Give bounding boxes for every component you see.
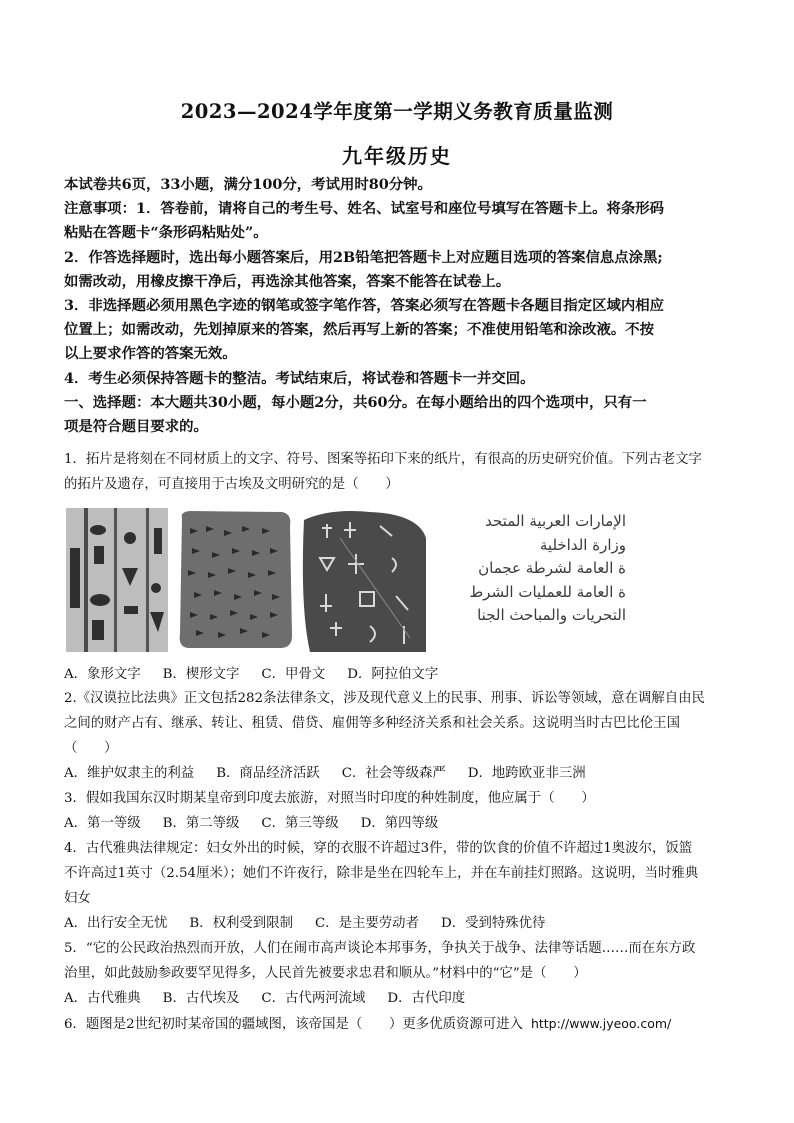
option-a: A．象形文字 xyxy=(64,667,141,682)
option-a: A．第一等级 xyxy=(64,816,141,831)
question-1-options xyxy=(64,662,740,687)
option-a: A．古代雅典 xyxy=(64,991,141,1006)
question-2 xyxy=(64,686,740,786)
question-5 xyxy=(64,936,740,1011)
option-d: D．受到特殊优待 xyxy=(440,916,546,931)
question-3 xyxy=(64,786,740,836)
option-d: D．地跨欧亚非三洲 xyxy=(467,766,586,781)
question-6 xyxy=(64,1011,740,1037)
intro-line: 2．作答选择题时，选出每小题答案后，用2B铅笔把答题卡上对应题目选项的答案信息点涂黑; xyxy=(64,248,663,266)
option-b: B．商品经济活跃 xyxy=(216,766,320,781)
intro-line: 本试卷共6页，33小题，满分100分，考试用时80分钟。 xyxy=(64,176,432,193)
intro-line: 位置上；如需改动，先划掉原来的答案，然后再写上新的答案；不准使用铅笔和涂改液。不按 xyxy=(64,321,655,339)
intro-line: 如需改动，用橡皮擦干净后，再选涂其他答案，答案不能答在试卷上。 xyxy=(64,272,511,290)
option-c: C．甲骨文 xyxy=(261,667,326,682)
instructions xyxy=(64,173,740,439)
rubbing-images xyxy=(66,508,626,652)
option-b: B．第二等级 xyxy=(162,816,240,831)
question-text: 5．“它的公民政治热烈而开放，人们在闹市高声谈论本邦事务，争执关于战争、法律等话题……而在东方政 xyxy=(64,941,696,956)
option-c: C．社会等级森严 xyxy=(341,766,446,781)
cuneiform-tablet-image xyxy=(176,508,294,652)
arabic-line: ة العامة للعمليات الشرط xyxy=(469,582,626,601)
section-heading: 项是符合题目要求的。 xyxy=(64,418,208,436)
question-text xyxy=(64,1011,740,1037)
option-c: C．第三等级 xyxy=(261,816,339,831)
question-text: （ ） xyxy=(64,741,118,756)
question-text: 2.《汉谟拉比法典》正文包括282条法律条文，涉及现代意义上的民事、刑事、诉讼等领域，意在调解自由民 xyxy=(64,691,705,706)
question-text: 妇女 xyxy=(64,891,91,906)
exam-title: 2023—2024学年度第一学期义务教育质量监测 xyxy=(180,100,614,123)
section-heading: 一、选择题：本大题共30小题，每小题2分，共60分。在每小题给出的四个选项中，只有一 xyxy=(64,393,647,411)
question-text: 不许高过1英寸（2.54厘米）；她们不许夜行，除非是坐在四轮车上，并在车前挂灯照路。这说明，当时雅典 xyxy=(64,866,699,881)
question-text: 的拓片及遗存，可直接用于古埃及文明研究的是（ ） xyxy=(64,477,399,492)
option-a: A．维护奴隶主的利益 xyxy=(64,766,195,781)
option-c: C．是主要劳动者 xyxy=(314,916,419,931)
arabic-text-image xyxy=(440,508,626,652)
question-4 xyxy=(64,836,740,936)
intro-line: 注意事项：1．答卷前，请将自己的考生号、姓名、试室号和座位号填写在答题卡上。将条形码 xyxy=(64,200,665,218)
arabic-line: وزارة الداخلية xyxy=(539,535,626,554)
intro-line: 以上要求作答的答案无效。 xyxy=(64,345,237,363)
question-6-text: 6．题图是2世纪初时某帝国的疆域图，该帝国是（ ）更多优质资源可进入 xyxy=(64,1017,523,1032)
resource-link[interactable]: http://www.jyeoo.com/ xyxy=(530,1016,672,1031)
option-b: B．楔形文字 xyxy=(162,667,240,682)
oracle-bone-image xyxy=(300,508,430,652)
intro-line: 粘贴在答题卡“条形码粘贴处”。 xyxy=(64,224,268,242)
option-d: D．古代印度 xyxy=(387,991,466,1006)
exam-subtitle: 九年级历史 xyxy=(342,144,452,168)
option-b: B．古代埃及 xyxy=(162,991,240,1006)
intro-line: 3．非选择题必须用黑色字迹的钢笔或签字笔作答，答案必须写在答题卡各题目指定区域内相应 xyxy=(64,297,665,315)
question-text: 治里，如此鼓励参政要罕见得多，人民首先被要求忠君和顺从。”材料中的“它”是（ ） xyxy=(64,966,587,981)
option-d: D．阿拉伯文字 xyxy=(347,667,439,682)
intro-line: 4．考生必须保持答题卡的整洁。考试结束后，将试卷和答题卡一并交回。 xyxy=(64,369,535,387)
option-a: A．出行安全无忧 xyxy=(64,916,168,931)
question-text: 之间的财产占有、继承、转让、租赁、借贷、雇佣等多种经济关系和社会关系。这说明当时古巴比伦王国 xyxy=(64,716,680,731)
arabic-line: الإمارات العربية المتحد xyxy=(485,512,626,530)
arabic-line: التحريات والمباحث الجنا xyxy=(477,606,626,624)
question-text: 1．拓片是将刻在不同材质上的文字、符号、图案等拓印下来的纸片，有很高的历史研究价值。下列古老文字 xyxy=(64,452,702,467)
question-text: 3．假如我国东汉时期某皇帝到印度去旅游，对照当时印度的种姓制度，他应属于（ ） xyxy=(64,791,595,806)
arabic-line: ة العامة لشرطة عجمان xyxy=(478,559,626,577)
option-b: B．权利受到限制 xyxy=(189,916,293,931)
option-d: D．第四等级 xyxy=(360,816,439,831)
question-1 xyxy=(64,447,740,497)
option-c: C．古代两河流域 xyxy=(261,991,366,1006)
question-text: 4．古代雅典法律规定：妇女外出的时候，穿的衣服不许超过3件，带的饮食的价值不许超过1奥波尔，饭篮 xyxy=(64,841,693,856)
hieroglyph-image xyxy=(66,508,168,652)
